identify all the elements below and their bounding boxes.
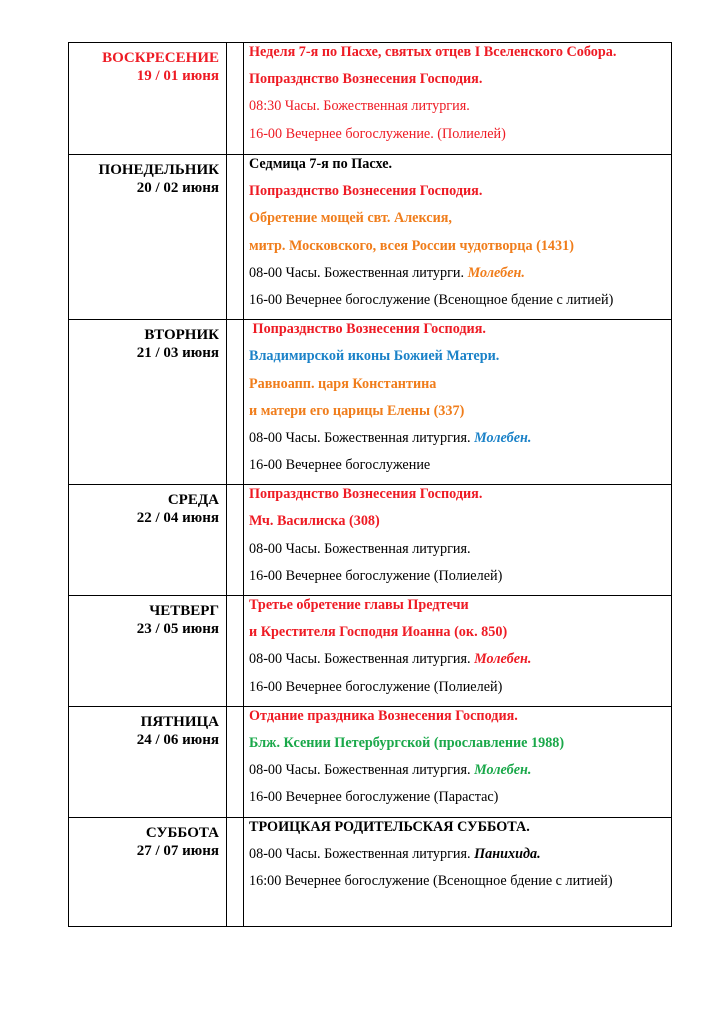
event-line bbox=[249, 651, 671, 678]
day-cell bbox=[69, 485, 227, 596]
event-text: 16:00 Вечернее богослужение (Всенощное бдение с литией) bbox=[249, 872, 613, 889]
event-text: 08-00 Часы. Божественная литургия. bbox=[249, 651, 475, 668]
event-text: Седмица 7-я по Пасхе. bbox=[249, 156, 393, 172]
event-text: Владимирской иконы Божией Матери. bbox=[249, 348, 500, 365]
event-text: ТРОИЦКАЯ РОДИТЕЛЬСКАЯ СУББОТА. bbox=[249, 818, 530, 835]
schedule-row bbox=[69, 155, 672, 320]
event-line bbox=[249, 43, 671, 71]
event-line bbox=[249, 846, 671, 873]
day-date: 24 / 06 июня bbox=[136, 731, 219, 748]
spacer-cell bbox=[227, 706, 244, 817]
event-line bbox=[249, 155, 671, 183]
service-note: Молебен. bbox=[467, 264, 525, 281]
day-date: 27 / 07 июня bbox=[136, 842, 219, 859]
event-text: Попразднство Вознесения Господия. bbox=[249, 183, 483, 200]
day-cell bbox=[69, 155, 227, 320]
day-date: 19 / 01 июня bbox=[136, 68, 219, 84]
schedule-table bbox=[68, 42, 672, 927]
day-cell bbox=[69, 320, 227, 485]
day-date: 22 / 04 июня bbox=[136, 510, 219, 527]
event-text: Попразднство Вознесения Господия. bbox=[249, 321, 486, 338]
day-name: ПОНЕДЕЛЬНИК bbox=[98, 162, 219, 178]
event-line bbox=[249, 818, 671, 846]
event-line bbox=[249, 292, 671, 319]
schedule-body bbox=[69, 43, 672, 927]
event-text: 16-00 Вечернее богослужение (Всенощное бдение с литией) bbox=[249, 291, 614, 308]
event-line bbox=[249, 348, 671, 375]
event-line bbox=[249, 183, 671, 210]
spacer-cell bbox=[227, 320, 244, 485]
event-text: Равноапп. царя Константина bbox=[249, 375, 437, 392]
schedule-row bbox=[69, 320, 672, 485]
event-text: митр. Московского, всея России чудотворца (1431) bbox=[249, 237, 574, 254]
spacer-cell bbox=[227, 485, 244, 596]
service-note: Молебен. bbox=[474, 762, 532, 779]
event-text: Попразднство Вознесения Господия. bbox=[249, 486, 483, 503]
day-date: 23 / 05 июня bbox=[136, 621, 219, 637]
schedule-row bbox=[69, 817, 672, 926]
day-name: ПЯТНИЦА bbox=[140, 713, 219, 730]
event-line bbox=[249, 789, 671, 816]
event-text: Отдание праздника Вознесения Господия. bbox=[249, 707, 518, 724]
event-line bbox=[249, 430, 671, 457]
day-name: ВОСКРЕСЕНИЕ bbox=[102, 50, 219, 66]
event-text: 16-00 Вечернее богослужение bbox=[249, 457, 431, 474]
event-line bbox=[249, 762, 671, 789]
event-text: 16-00 Вечернее богослужение (Полиелей) bbox=[249, 678, 503, 695]
event-line bbox=[249, 596, 671, 624]
events-cell bbox=[244, 155, 672, 320]
events-cell bbox=[244, 706, 672, 817]
events-cell bbox=[244, 817, 672, 926]
service-note: Панихида. bbox=[474, 845, 541, 862]
event-line bbox=[249, 265, 671, 292]
event-line bbox=[249, 624, 671, 651]
event-text: Блж. Ксении Петербургской (прославление 1988) bbox=[249, 734, 565, 751]
event-text: 16-00 Вечернее богослужение (Парастас) bbox=[249, 789, 499, 806]
event-line bbox=[249, 679, 671, 706]
event-line bbox=[249, 735, 671, 762]
event-line bbox=[249, 485, 671, 513]
event-text: Попразднство Вознесения Господия. bbox=[249, 71, 483, 88]
event-line bbox=[249, 873, 671, 900]
event-text: Неделя 7-я по Пасхе, святых отцев I Вселенского Собора. bbox=[249, 44, 617, 60]
spacer-cell bbox=[227, 596, 244, 707]
day-cell bbox=[69, 596, 227, 707]
spacer-cell bbox=[227, 817, 244, 926]
event-text: 16-00 Вечернее богослужение. (Полиелей) bbox=[249, 125, 506, 142]
event-line bbox=[249, 457, 671, 484]
day-name: СРЕДА bbox=[167, 492, 219, 509]
event-text: 16-00 Вечернее богослужение (Полиелей) bbox=[249, 567, 503, 584]
event-text: 08:30 Часы. Божественная литургия. bbox=[249, 98, 470, 115]
schedule-row bbox=[69, 485, 672, 596]
event-line bbox=[249, 707, 671, 735]
day-date: 20 / 02 июня bbox=[136, 180, 219, 196]
event-text: Третье обретение главы Предтечи bbox=[249, 597, 469, 613]
day-name: ЧЕТВЕРГ bbox=[149, 603, 219, 619]
day-cell bbox=[69, 706, 227, 817]
event-line bbox=[249, 98, 671, 125]
events-cell bbox=[244, 485, 672, 596]
event-text: Мч. Василиска (308) bbox=[249, 513, 380, 530]
event-line bbox=[249, 320, 671, 348]
day-name: СУББОТА bbox=[145, 824, 219, 841]
event-text: и матери его царицы Елены (337) bbox=[249, 402, 465, 419]
event-line bbox=[249, 238, 671, 265]
schedule-row bbox=[69, 43, 672, 155]
event-line bbox=[249, 403, 671, 430]
day-name: ВТОРНИК bbox=[144, 327, 219, 344]
event-text: Обретение мощей свт. Алексия, bbox=[249, 210, 452, 227]
spacer-cell bbox=[227, 43, 244, 155]
schedule-row bbox=[69, 596, 672, 707]
event-line bbox=[249, 568, 671, 595]
spacer-cell bbox=[227, 155, 244, 320]
event-line bbox=[249, 513, 671, 540]
event-line bbox=[249, 541, 671, 568]
event-text: 08-00 Часы. Божественная литургия. bbox=[249, 429, 475, 446]
event-text: и Крестителя Господня Иоанна (ок. 850) bbox=[249, 624, 508, 641]
service-note: Молебен. bbox=[474, 651, 532, 668]
schedule-row bbox=[69, 706, 672, 817]
event-line bbox=[249, 210, 671, 237]
day-cell bbox=[69, 43, 227, 155]
day-cell bbox=[69, 817, 227, 926]
events-cell bbox=[244, 596, 672, 707]
event-line bbox=[249, 71, 671, 98]
event-text: 08-00 Часы. Божественная литургия. bbox=[249, 845, 475, 862]
event-text: 08-00 Часы. Божественная литурги. bbox=[249, 264, 468, 281]
event-text: 08-00 Часы. Божественная литургия. bbox=[249, 540, 471, 557]
event-text: 08-00 Часы. Божественная литургия. bbox=[249, 762, 475, 779]
events-cell bbox=[244, 43, 672, 155]
events-cell bbox=[244, 320, 672, 485]
service-note: Молебен. bbox=[474, 429, 532, 446]
day-date: 21 / 03 июня bbox=[136, 345, 219, 362]
event-line bbox=[249, 126, 671, 153]
event-line bbox=[249, 376, 671, 403]
